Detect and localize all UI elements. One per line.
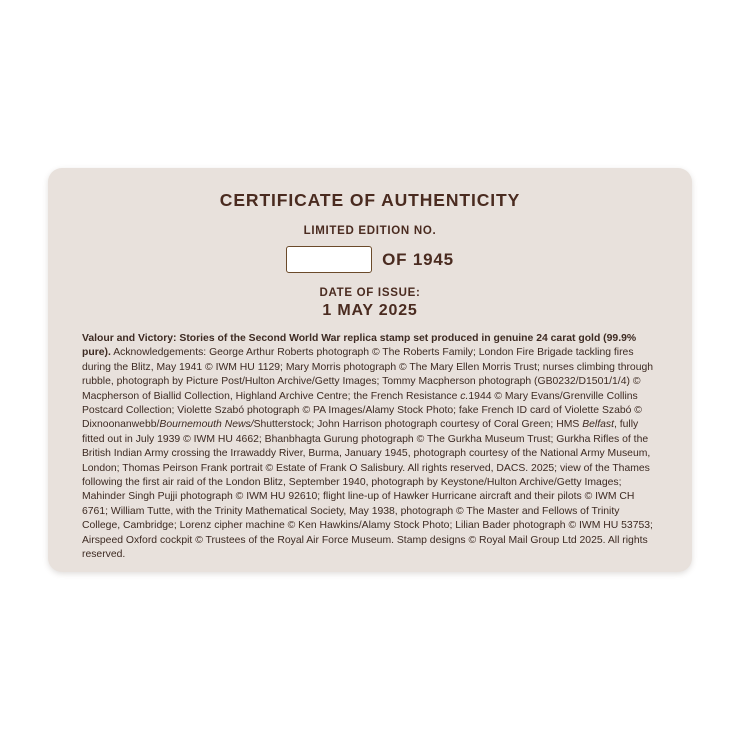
date-of-issue-label: DATE OF ISSUE: <box>319 287 421 299</box>
acknowledgements-part-3: Shutterstock; John Harrison photograph courtesy of Coral Green; HMS <box>253 419 583 431</box>
acknowledgements-part-4: , fully fitted out in July 1939 © IWM HU 4662; Bhanbhagta Gurung photograph © The Gurkha Museum Trust; Gurkha Rifles of the British Indian Army crossing the Irrawaddy River, Burma, January 1945, photograph courtesy of the National Army Museum, London; Thomas Peirson Frank portrait © Estate of Frank O Salisbury. All rights reserved, DACS. 2025; view of the Thames following the first air raid of the London Blitz, September 1940, photograph by Keystone/Hulton Archive/Getty Images; Mahinder Singh Pujji photograph © IWM HU 92610; flight line-up of Hawker Hurricane aircraft and their pilots © IWM CH 6761; William Tutte, with the Trinity Mathematical Society, May 1938, photograph © The Master and Fellows of Trinity College, Cambridge; Lorenz cipher machine © Ken Hawkins/Alamy Stock Photo; Lilian Bader photograph © IWM HU 53753; Airspeed Oxford cockpit © Trustees of the Royal Air Force Museum. Stamp designs © Royal Mail Group Ltd 2025. All rights reserved. <box>82 419 653 561</box>
edition-number-row <box>82 246 658 273</box>
edition-number-field[interactable] <box>286 246 372 273</box>
acknowledgements-italic-1: c. <box>460 390 469 402</box>
edition-total-label: OF 1945 <box>382 249 454 269</box>
acknowledgements-part-2: 1944 © Mary Evans/Grenville Collins Postcard Collection; Violette Szabó photograph © PA Images/Alamy Stock Photo; fake French ID card of Violette Szabó © Dixnoonanwebb/ <box>82 390 642 431</box>
acknowledgements-text <box>82 332 658 563</box>
limited-edition-label: LIMITED EDITION NO. <box>303 225 437 237</box>
acknowledgements-lead: Valour and Victory: Stories of the Second World War replica stamp set produced in genuine 24 carat gold (99.9% pure). <box>82 333 637 359</box>
certificate-card <box>48 168 692 572</box>
date-of-issue-value: 1 MAY 2025 <box>322 302 418 319</box>
acknowledgements-part-1: Acknowledgements: George Arthur Roberts photograph © The Roberts Family; London Fire Brigade tackling fires during the Blitz, May 1941 © IWM HU 1129; Mary Morris photograph © The Mary Ellen Morris Trust; nurses climbing through rubble, photograph by Picture Post/Hulton Archive/Getty Images; Tommy Macpherson photograph (GB0232/D1501/1/4) © Macpherson of Biallid Collection, Highland Archive Centre; the French Resistance <box>82 347 654 402</box>
acknowledgements-italic-2: Bournemouth News/ <box>159 419 254 431</box>
acknowledgements-italic-3: Belfast <box>582 419 614 431</box>
page-title: CERTIFICATE OF AUTHENTICITY <box>219 190 521 210</box>
